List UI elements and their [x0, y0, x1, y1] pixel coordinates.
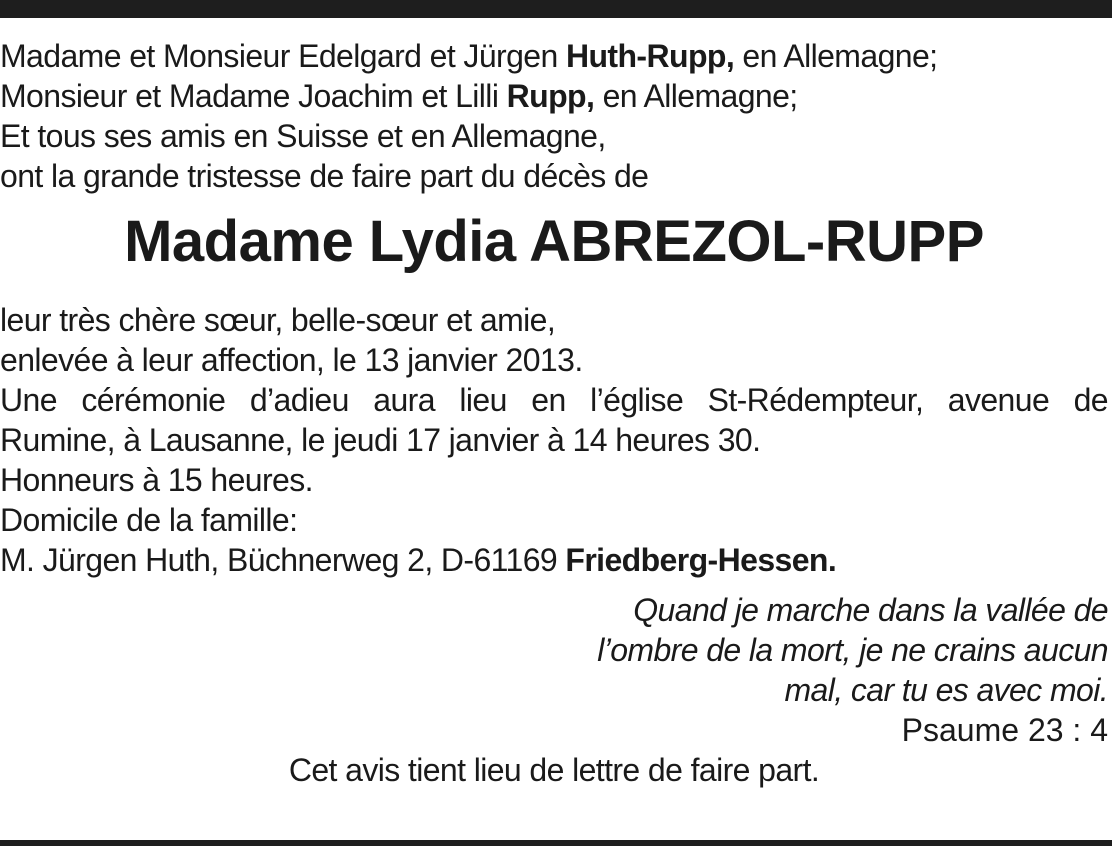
family-address-street: M. Jürgen Huth, Büchnerweg 2, D-61169 [0, 542, 566, 578]
family-line-2-location: en Allemagne; [594, 78, 798, 114]
top-rule [0, 0, 1112, 18]
ceremony-line-1: Une cérémonie d’adieu aura lieu en l’église St-Rédempteur, avenue de [0, 382, 1108, 418]
family-line-1-surname: Huth-Rupp, [565, 38, 735, 74]
family-line-2-text: Monsieur et Madame Joachim et Lilli [0, 78, 507, 114]
quote-line-3: mal, car tu es avec moi. [784, 672, 1108, 708]
family-line-1-location: en Allemagne; [734, 38, 938, 74]
footer-note: Cet avis tient lieu de lettre de faire part. [288, 752, 820, 788]
family-line-2 [0, 76, 1108, 116]
details-line-2: enlevée à leur affection, le 13 janvier 2013. [0, 342, 583, 378]
family-address [0, 540, 1108, 580]
deceased-name: Madame Lydia ABREZOL-RUPP [124, 209, 984, 274]
family-address-city: Friedberg-Hessen. [565, 542, 837, 578]
quote-reference: Psaume 23 : 4 [901, 712, 1108, 748]
quote-line-1: Quand je marche dans la vallée de [633, 592, 1108, 628]
bottom-rule [0, 840, 1112, 846]
family-line-1-text: Madame et Monsieur Edelgard et Jürgen [0, 38, 566, 74]
honours-line: Honneurs à 15 heures. [0, 462, 313, 498]
family-line-2-surname: Rupp, [506, 78, 595, 114]
quote-line-2: l’ombre de la mort, je ne crains aucun [597, 632, 1108, 668]
psalm-quote [0, 590, 1108, 750]
family-line-3: Et tous ses amis en Suisse et en Allemagne, [0, 118, 606, 154]
domicile-label: Domicile de la famille: [0, 502, 298, 538]
ceremony-line-2: Rumine, à Lausanne, le jeudi 17 janvier à 14 heures 30. [0, 422, 761, 458]
details-line-1: leur très chère sœur, belle-sœur et amie, [0, 302, 556, 338]
family-line-4: ont la grande tristesse de faire part du décès de [0, 158, 649, 194]
family-line-1 [0, 36, 1108, 76]
obituary-notice [0, 36, 1108, 790]
